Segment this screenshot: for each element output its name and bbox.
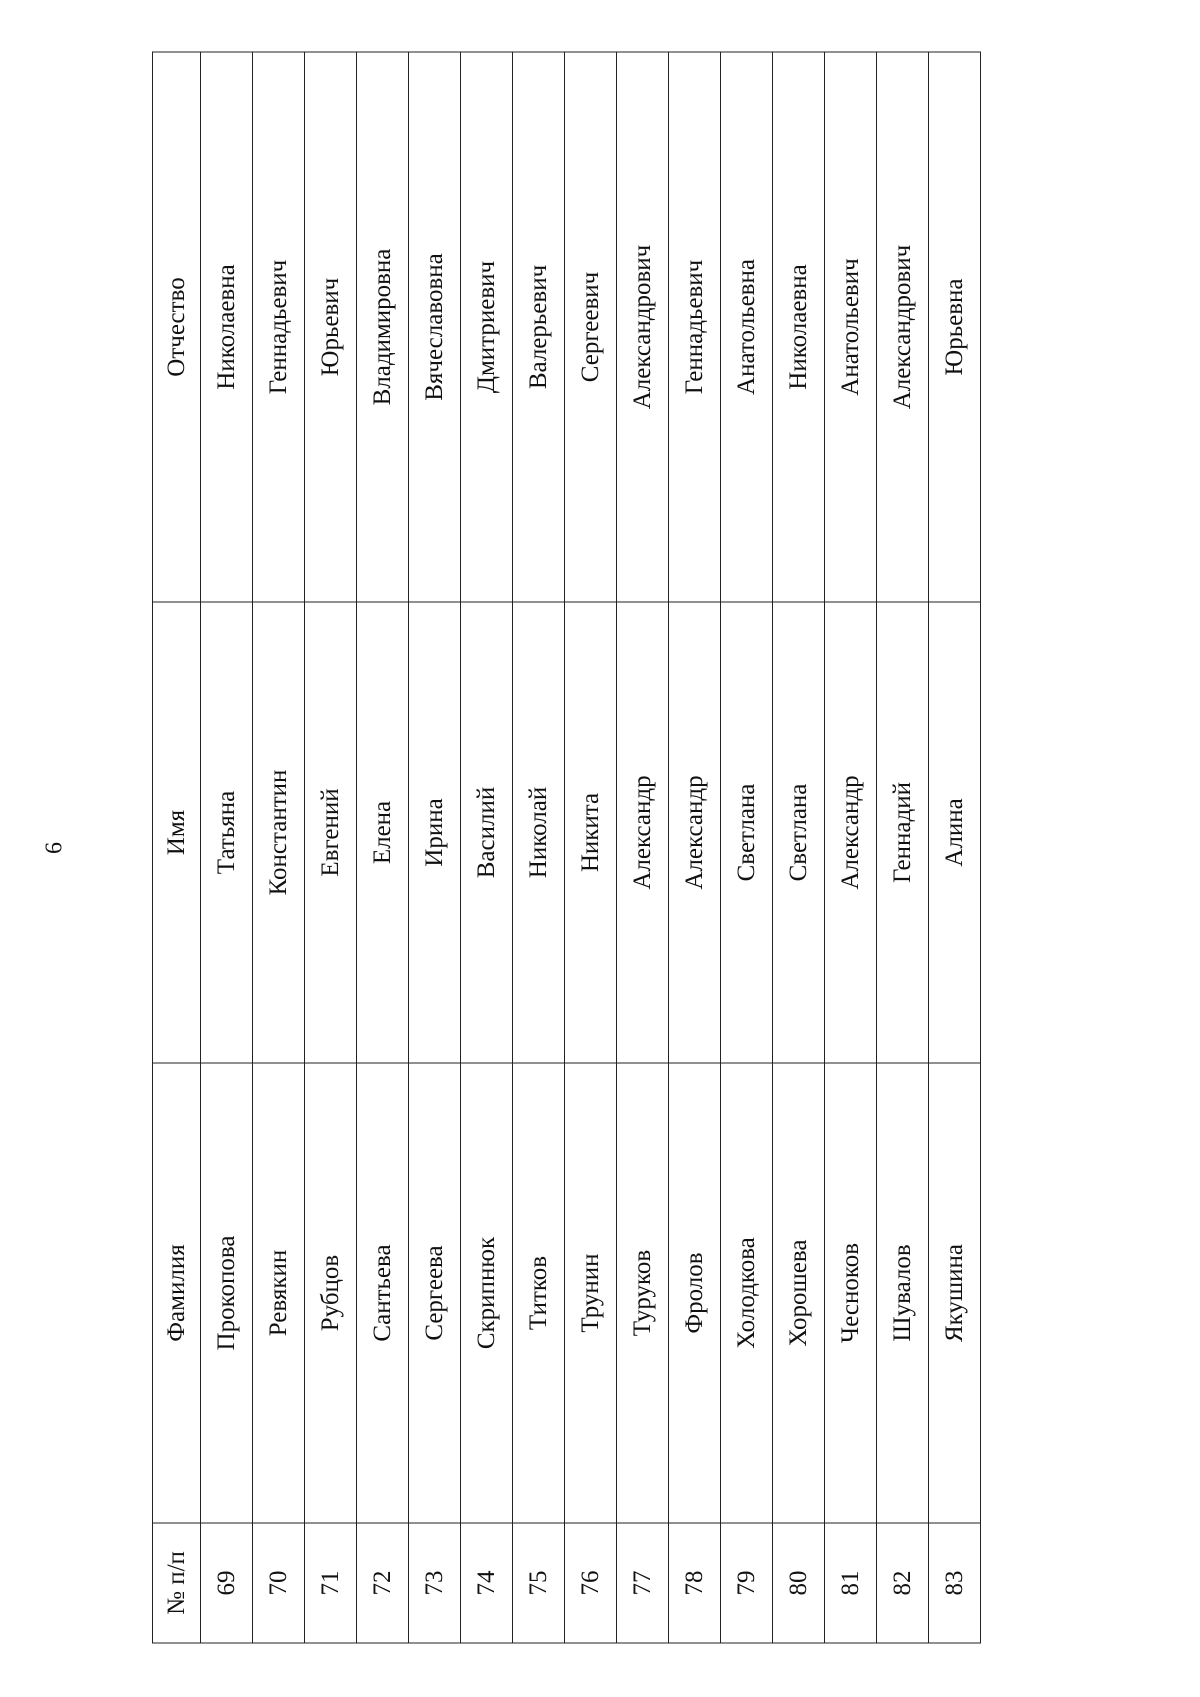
cell-number: 83 — [929, 1523, 981, 1643]
cell-first-name: Светлана — [721, 602, 773, 1063]
cell-patronymic: Николаевна — [201, 52, 253, 602]
header-first-name: Имя — [153, 602, 201, 1063]
header-patronymic: Отчество — [153, 52, 201, 602]
cell-patronymic: Владимировна — [357, 52, 409, 602]
cell-patronymic: Анатольевна — [721, 52, 773, 602]
table-header-row — [153, 52, 201, 1643]
cell-last-name: Скрипнюк — [461, 1063, 513, 1523]
page-number: 6 — [41, 842, 68, 854]
cell-patronymic: Николаевна — [773, 52, 825, 602]
cell-first-name: Александр — [825, 602, 877, 1063]
table-row — [565, 52, 617, 1643]
cell-last-name: Хорошева — [773, 1063, 825, 1523]
cell-number: 74 — [461, 1523, 513, 1643]
cell-first-name: Александр — [669, 602, 721, 1063]
cell-number: 71 — [305, 1523, 357, 1643]
cell-number: 77 — [617, 1523, 669, 1643]
cell-number: 78 — [669, 1523, 721, 1643]
cell-patronymic: Вячеславовна — [409, 52, 461, 602]
cell-first-name: Светлана — [773, 602, 825, 1063]
table-row — [357, 52, 409, 1643]
table-row — [669, 52, 721, 1643]
cell-patronymic: Дмитриевич — [461, 52, 513, 602]
cell-patronymic: Геннадьевич — [669, 52, 721, 602]
roster-table-container — [152, 53, 980, 1644]
cell-last-name: Холодкова — [721, 1063, 773, 1523]
cell-number: 81 — [825, 1523, 877, 1643]
cell-last-name: Сантьева — [357, 1063, 409, 1523]
cell-number: 75 — [513, 1523, 565, 1643]
cell-last-name: Чесноков — [825, 1063, 877, 1523]
cell-number: 79 — [721, 1523, 773, 1643]
table-row — [825, 52, 877, 1643]
cell-last-name: Ревякин — [253, 1063, 305, 1523]
cell-first-name: Ирина — [409, 602, 461, 1063]
table-row — [617, 52, 669, 1643]
cell-first-name: Геннадий — [877, 602, 929, 1063]
cell-last-name: Титков — [513, 1063, 565, 1523]
cell-last-name: Трунин — [565, 1063, 617, 1523]
cell-patronymic: Анатольевич — [825, 52, 877, 602]
cell-first-name: Николай — [513, 602, 565, 1063]
cell-number: 72 — [357, 1523, 409, 1643]
cell-last-name: Рубцов — [305, 1063, 357, 1523]
cell-first-name: Василий — [461, 602, 513, 1063]
cell-first-name: Константин — [253, 602, 305, 1063]
cell-last-name: Туруков — [617, 1063, 669, 1523]
table-row — [721, 52, 773, 1643]
cell-patronymic: Юрьевна — [929, 52, 981, 602]
cell-first-name: Алина — [929, 602, 981, 1063]
header-last-name: Фамилия — [153, 1063, 201, 1523]
cell-first-name: Евгений — [305, 602, 357, 1063]
cell-last-name: Якушина — [929, 1063, 981, 1523]
cell-last-name: Прокопова — [201, 1063, 253, 1523]
cell-number: 80 — [773, 1523, 825, 1643]
cell-patronymic: Сергеевич — [565, 52, 617, 602]
cell-number: 69 — [201, 1523, 253, 1643]
cell-number: 70 — [253, 1523, 305, 1643]
cell-last-name: Фролов — [669, 1063, 721, 1523]
cell-first-name: Никита — [565, 602, 617, 1063]
cell-last-name: Сергеева — [409, 1063, 461, 1523]
table-row — [929, 52, 981, 1643]
table-row — [253, 52, 305, 1643]
table-row — [305, 52, 357, 1643]
table-row — [461, 52, 513, 1643]
cell-patronymic: Геннадьевич — [253, 52, 305, 602]
cell-number: 82 — [877, 1523, 929, 1643]
cell-number: 76 — [565, 1523, 617, 1643]
table-row — [201, 52, 253, 1643]
roster-table — [152, 52, 981, 1644]
cell-first-name: Татьяна — [201, 602, 253, 1063]
cell-patronymic: Александрович — [617, 52, 669, 602]
cell-patronymic: Александрович — [877, 52, 929, 602]
cell-first-name: Александр — [617, 602, 669, 1063]
table-row — [513, 52, 565, 1643]
table-row — [877, 52, 929, 1643]
header-number: № п/п — [153, 1523, 201, 1643]
table-row — [773, 52, 825, 1643]
cell-last-name: Шувалов — [877, 1063, 929, 1523]
table-row — [409, 52, 461, 1643]
cell-patronymic: Юрьевич — [305, 52, 357, 602]
cell-number: 73 — [409, 1523, 461, 1643]
cell-patronymic: Валерьевич — [513, 52, 565, 602]
cell-first-name: Елена — [357, 602, 409, 1063]
